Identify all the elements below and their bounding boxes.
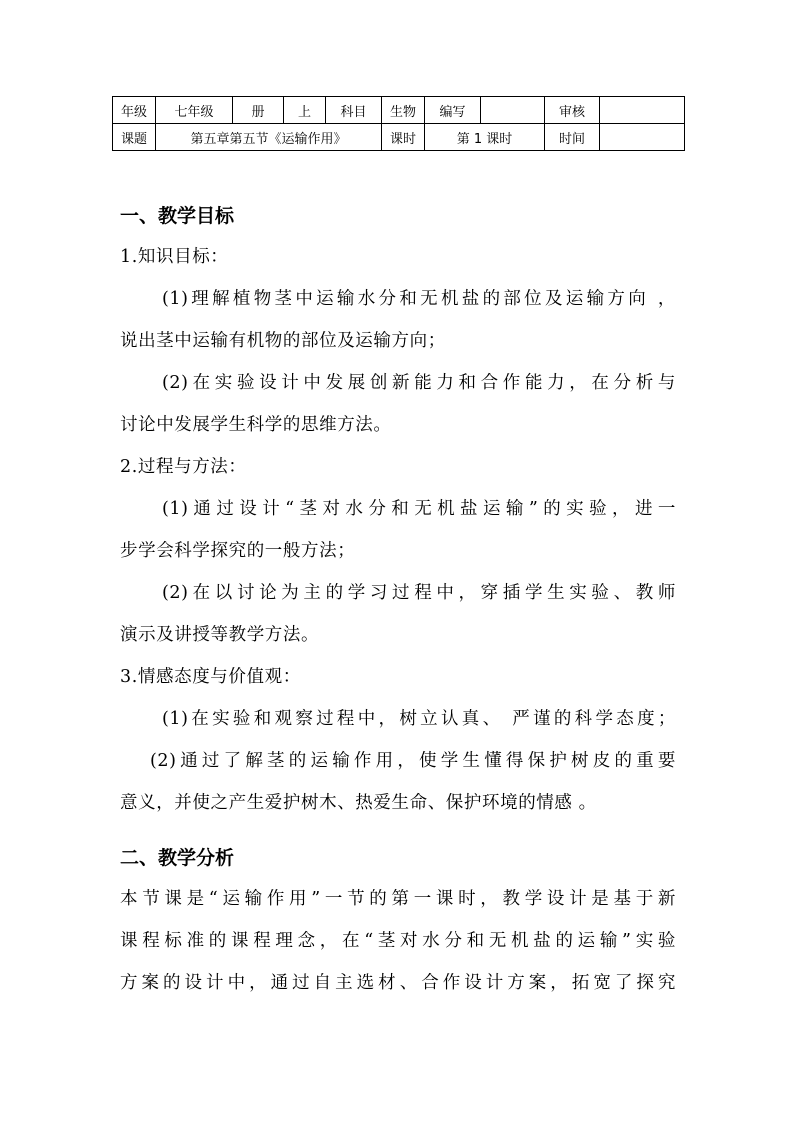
subject-label: 科目: [326, 97, 382, 124]
paragraph-line: 步学会科学探究的一般方法；: [120, 541, 356, 561]
paragraph-line: 方案的设计中，通过自主选材、合作设计方案，拓宽了探究: [120, 973, 676, 993]
paragraph-line: (2)通过了解茎的运输作用，使学生懂得保护树皮的重要: [150, 751, 676, 771]
subject-value: 生物: [382, 97, 425, 124]
paragraph-line: (2)在实验设计中发展创新能力和合作能力，在分析与: [162, 373, 676, 393]
lesson-info-table: [112, 96, 685, 151]
period-value: 第 1 课时: [425, 124, 545, 151]
section-heading-objectives: 一、教学目标: [120, 205, 235, 227]
paragraph-line: 说出茎中运输有机物的部位及运输方向；: [120, 331, 446, 351]
document-body: [120, 196, 676, 1004]
paragraph-line: 意义，并使之产生爱护树木、热爱生命、保护环境的情感 。: [120, 793, 597, 813]
time-value: [600, 124, 685, 151]
paragraph-line: (1)理解植物茎中运输水分和无机盐的部位及运输方向 ，: [162, 289, 676, 309]
paragraph-line: 课程标准的课程理念，在“茎对水分和无机盐的运输”实验: [120, 931, 676, 951]
table-row: [113, 124, 685, 151]
emotion-values-title: 3.情感态度与价值观：: [120, 667, 301, 687]
volume-value: 上: [284, 97, 326, 124]
table-row: [113, 97, 685, 124]
paragraph-line: (2)在以讨论为主的学习过程中，穿插学生实验、教师: [162, 583, 676, 603]
topic-label: 课题: [113, 124, 156, 151]
paragraph-line: 演示及讲授等教学方法。: [120, 625, 320, 645]
volume-label: 册: [233, 97, 284, 124]
paragraph-line: 本节课是“运输作用”一节的第一课时，教学设计是基于新: [120, 889, 676, 909]
grade-label: 年级: [113, 97, 156, 124]
time-label: 时间: [545, 124, 600, 151]
process-method-title: 2.过程与方法：: [120, 457, 247, 477]
review-label: 审核: [545, 97, 600, 124]
topic-value: 第五章第五节《运输作用》: [156, 124, 382, 151]
paragraph-line: 讨论中发展学生科学的思维方法。: [120, 415, 392, 435]
section-heading-analysis: 二、教学分析: [120, 847, 235, 869]
review-value: [600, 97, 685, 124]
author-label: 编写: [425, 97, 481, 124]
paragraph-line: (1)通过设计“茎对水分和无机盐运输”的实验，进一: [162, 499, 676, 519]
knowledge-objective-title: 1.知识目标：: [120, 247, 229, 267]
grade-value: 七年级: [156, 97, 233, 124]
period-label: 课时: [382, 124, 425, 151]
author-value: [481, 97, 545, 124]
paragraph-line: (1)在实验和观察过程中，树立认真、 严谨的科学态度；: [162, 709, 676, 729]
